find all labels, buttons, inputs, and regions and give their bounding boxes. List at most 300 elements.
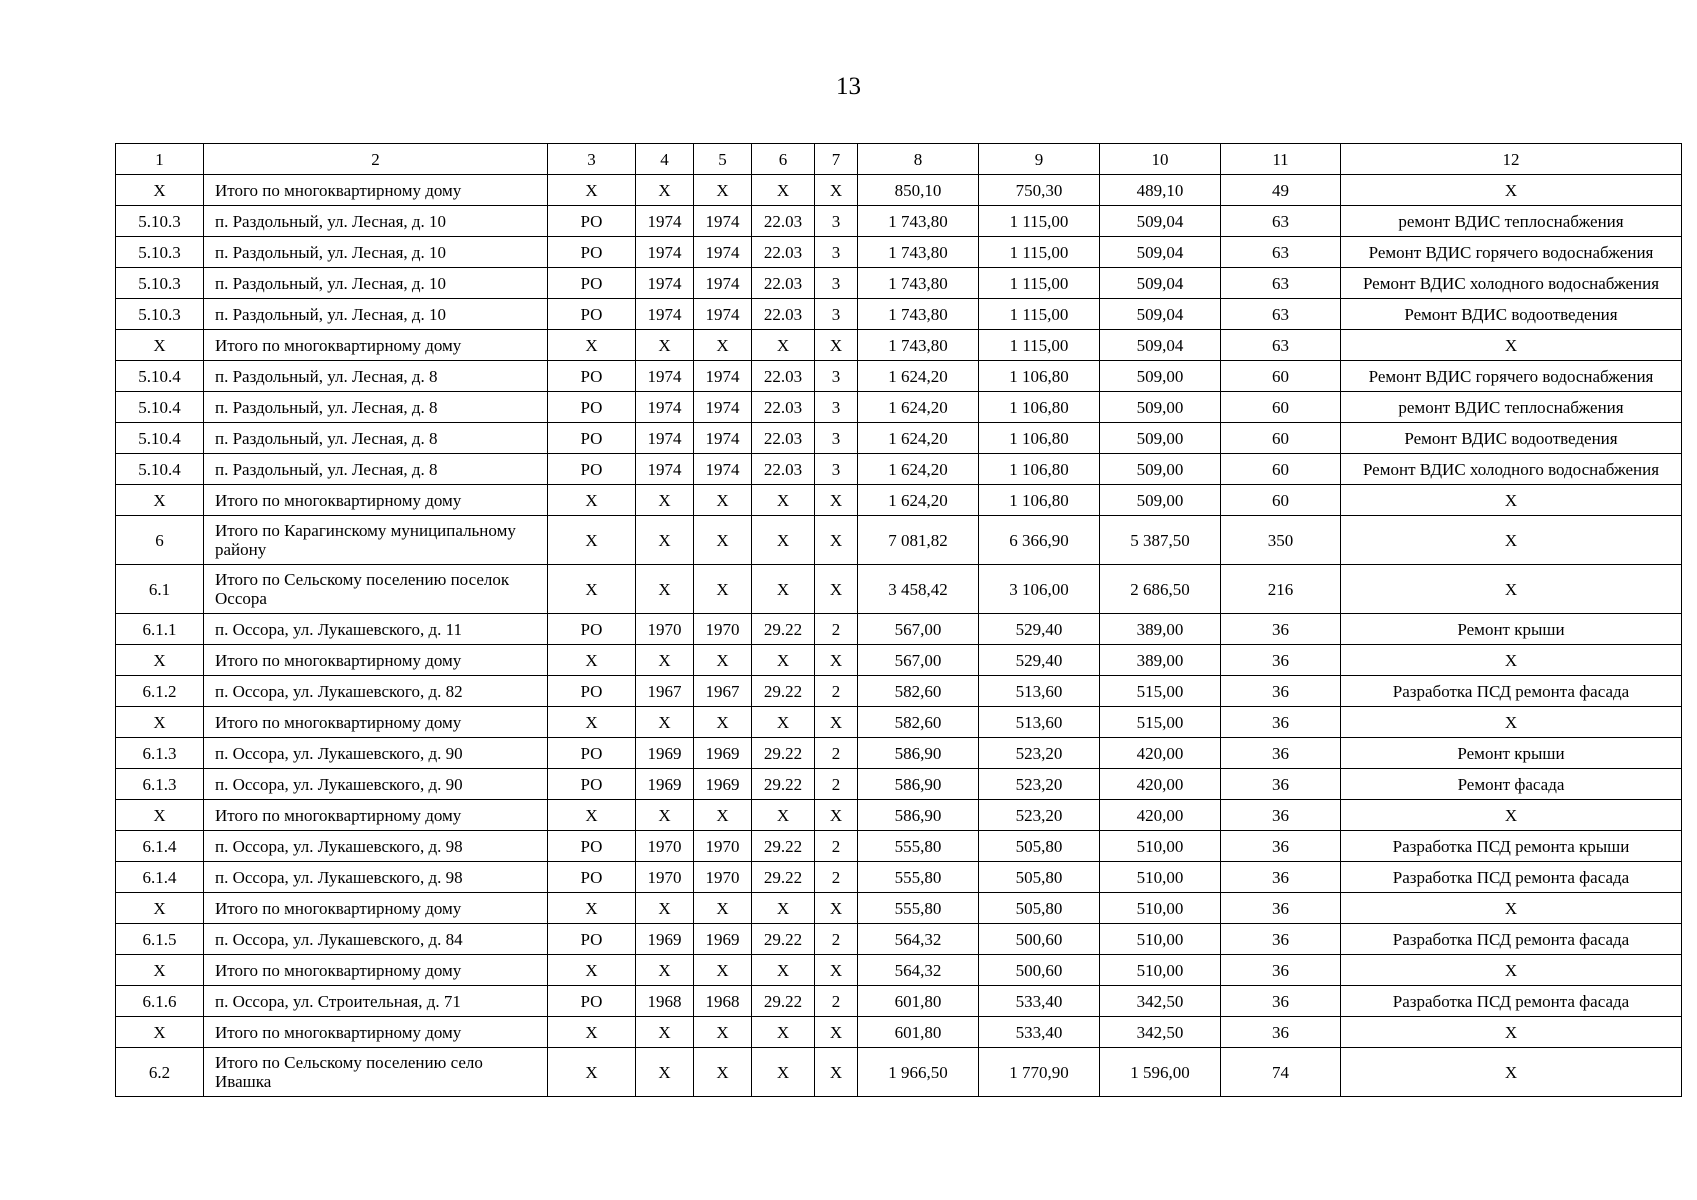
- total-area-cell: 601,80: [858, 1017, 979, 1048]
- residential-area-cell: 505,80: [979, 831, 1100, 862]
- wall-material-cell: 22.03: [752, 423, 815, 454]
- wall-material-cell: Х: [752, 175, 815, 206]
- work-type-cell: Разработка ПСД ремонта крыши: [1341, 831, 1682, 862]
- residents-cell: 60: [1221, 454, 1341, 485]
- floors-cell: 2: [815, 862, 858, 893]
- table-row: [116, 1048, 1682, 1097]
- method-cell: РО: [548, 268, 636, 299]
- row-number-cell: 6.1.3: [116, 769, 204, 800]
- overhaul-year-cell: Х: [694, 1017, 752, 1048]
- total-area-cell: 7 081,82: [858, 516, 979, 565]
- row-number-cell: 5.10.4: [116, 423, 204, 454]
- residents-cell: 36: [1221, 862, 1341, 893]
- cost-cell: 510,00: [1100, 862, 1221, 893]
- overhaul-year-cell: Х: [694, 516, 752, 565]
- row-number-cell: Х: [116, 893, 204, 924]
- address-cell: Итого по многоквартирному дому: [204, 1017, 548, 1048]
- commission-year-cell: Х: [636, 645, 694, 676]
- residents-cell: 36: [1221, 676, 1341, 707]
- table-row: [116, 986, 1682, 1017]
- residential-area-cell: 505,80: [979, 862, 1100, 893]
- total-area-cell: 1 624,20: [858, 454, 979, 485]
- method-cell: РО: [548, 769, 636, 800]
- residential-area-cell: 513,60: [979, 676, 1100, 707]
- table-row: [116, 175, 1682, 206]
- work-type-cell: Х: [1341, 893, 1682, 924]
- work-type-cell: Ремонт крыши: [1341, 738, 1682, 769]
- method-cell: Х: [548, 955, 636, 986]
- residential-area-cell: 533,40: [979, 986, 1100, 1017]
- method-cell: РО: [548, 676, 636, 707]
- table-row: [116, 924, 1682, 955]
- cost-cell: 509,04: [1100, 299, 1221, 330]
- floors-cell: Х: [815, 1048, 858, 1097]
- residential-area-cell: 1 770,90: [979, 1048, 1100, 1097]
- wall-material-cell: Х: [752, 1017, 815, 1048]
- floors-cell: 2: [815, 614, 858, 645]
- column-number: 8: [858, 144, 979, 175]
- floors-cell: Х: [815, 516, 858, 565]
- row-number-cell: Х: [116, 955, 204, 986]
- overhaul-year-cell: Х: [694, 565, 752, 614]
- overhaul-year-cell: Х: [694, 175, 752, 206]
- residential-area-cell: 523,20: [979, 800, 1100, 831]
- residential-area-cell: 529,40: [979, 614, 1100, 645]
- row-number-cell: 5.10.4: [116, 392, 204, 423]
- commission-year-cell: Х: [636, 516, 694, 565]
- commission-year-cell: Х: [636, 707, 694, 738]
- cost-cell: 509,00: [1100, 423, 1221, 454]
- overhaul-year-cell: Х: [694, 955, 752, 986]
- residents-cell: 63: [1221, 268, 1341, 299]
- residents-cell: 36: [1221, 893, 1341, 924]
- wall-material-cell: Х: [752, 485, 815, 516]
- table-row: [116, 831, 1682, 862]
- total-area-cell: 1 624,20: [858, 423, 979, 454]
- residential-area-cell: 1 106,80: [979, 454, 1100, 485]
- work-type-cell: Х: [1341, 516, 1682, 565]
- commission-year-cell: Х: [636, 1017, 694, 1048]
- method-cell: РО: [548, 237, 636, 268]
- wall-material-cell: 29.22: [752, 738, 815, 769]
- column-number: 4: [636, 144, 694, 175]
- table-row: [116, 330, 1682, 361]
- floors-cell: Х: [815, 645, 858, 676]
- row-number-cell: 5.10.4: [116, 454, 204, 485]
- address-cell: Итого по многоквартирному дому: [204, 645, 548, 676]
- wall-material-cell: Х: [752, 1048, 815, 1097]
- residents-cell: 36: [1221, 738, 1341, 769]
- work-type-cell: Разработка ПСД ремонта фасада: [1341, 924, 1682, 955]
- commission-year-cell: 1968: [636, 986, 694, 1017]
- cost-cell: 2 686,50: [1100, 565, 1221, 614]
- method-cell: Х: [548, 893, 636, 924]
- row-number-cell: 5.10.3: [116, 237, 204, 268]
- row-number-cell: 6.1.2: [116, 676, 204, 707]
- cost-cell: 342,50: [1100, 1017, 1221, 1048]
- wall-material-cell: Х: [752, 645, 815, 676]
- table-row: [116, 676, 1682, 707]
- residential-area-cell: 500,60: [979, 955, 1100, 986]
- address-cell: Итого по многоквартирному дому: [204, 893, 548, 924]
- row-number-cell: Х: [116, 330, 204, 361]
- floors-cell: 3: [815, 361, 858, 392]
- table-row: [116, 423, 1682, 454]
- cost-cell: 420,00: [1100, 738, 1221, 769]
- floors-cell: 2: [815, 676, 858, 707]
- commission-year-cell: 1970: [636, 831, 694, 862]
- commission-year-cell: 1974: [636, 423, 694, 454]
- floors-cell: Х: [815, 893, 858, 924]
- total-area-cell: 555,80: [858, 831, 979, 862]
- address-cell: п. Оссора, ул. Строительная, д. 71: [204, 986, 548, 1017]
- wall-material-cell: 22.03: [752, 361, 815, 392]
- work-type-cell: Х: [1341, 955, 1682, 986]
- work-type-cell: Х: [1341, 330, 1682, 361]
- commission-year-cell: Х: [636, 1048, 694, 1097]
- work-type-cell: Х: [1341, 175, 1682, 206]
- cost-cell: 509,00: [1100, 361, 1221, 392]
- floors-cell: 3: [815, 206, 858, 237]
- row-number-cell: 6.1: [116, 565, 204, 614]
- commission-year-cell: 1970: [636, 862, 694, 893]
- work-type-cell: Ремонт крыши: [1341, 614, 1682, 645]
- work-type-cell: Х: [1341, 565, 1682, 614]
- address-cell: Итого по многоквартирному дому: [204, 707, 548, 738]
- table-row: [116, 738, 1682, 769]
- table-row: [116, 392, 1682, 423]
- residents-cell: 36: [1221, 955, 1341, 986]
- address-cell: п. Оссора, ул. Лукашевского, д. 82: [204, 676, 548, 707]
- method-cell: РО: [548, 924, 636, 955]
- cost-cell: 389,00: [1100, 614, 1221, 645]
- overhaul-year-cell: Х: [694, 645, 752, 676]
- wall-material-cell: 29.22: [752, 924, 815, 955]
- residents-cell: 60: [1221, 423, 1341, 454]
- method-cell: РО: [548, 423, 636, 454]
- column-number: 7: [815, 144, 858, 175]
- work-type-cell: Ремонт ВДИС горячего водоснабжения: [1341, 237, 1682, 268]
- row-number-cell: Х: [116, 485, 204, 516]
- commission-year-cell: 1974: [636, 237, 694, 268]
- residents-cell: 74: [1221, 1048, 1341, 1097]
- cost-cell: 509,04: [1100, 237, 1221, 268]
- overhaul-year-cell: 1974: [694, 392, 752, 423]
- commission-year-cell: Х: [636, 485, 694, 516]
- total-area-cell: 586,90: [858, 800, 979, 831]
- residential-area-cell: 500,60: [979, 924, 1100, 955]
- floors-cell: 3: [815, 299, 858, 330]
- method-cell: РО: [548, 738, 636, 769]
- total-area-cell: 1 743,80: [858, 206, 979, 237]
- address-cell: п. Оссора, ул. Лукашевского, д. 11: [204, 614, 548, 645]
- work-type-cell: ремонт ВДИС теплоснабжения: [1341, 392, 1682, 423]
- cost-cell: 509,00: [1100, 454, 1221, 485]
- work-type-cell: Х: [1341, 707, 1682, 738]
- method-cell: Х: [548, 707, 636, 738]
- cost-cell: 509,00: [1100, 485, 1221, 516]
- residents-cell: 63: [1221, 330, 1341, 361]
- overhaul-year-cell: Х: [694, 485, 752, 516]
- residential-area-cell: 1 106,80: [979, 423, 1100, 454]
- overhaul-year-cell: Х: [694, 893, 752, 924]
- floors-cell: Х: [815, 1017, 858, 1048]
- residents-cell: 36: [1221, 614, 1341, 645]
- wall-material-cell: Х: [752, 955, 815, 986]
- commission-year-cell: Х: [636, 800, 694, 831]
- commission-year-cell: 1969: [636, 769, 694, 800]
- residents-cell: 36: [1221, 800, 1341, 831]
- column-number: 3: [548, 144, 636, 175]
- floors-cell: 3: [815, 237, 858, 268]
- cost-cell: 389,00: [1100, 645, 1221, 676]
- method-cell: Х: [548, 1048, 636, 1097]
- address-cell: п. Оссора, ул. Лукашевского, д. 90: [204, 769, 548, 800]
- row-number-cell: 6.1.4: [116, 831, 204, 862]
- floors-cell: 2: [815, 738, 858, 769]
- overhaul-year-cell: 1969: [694, 769, 752, 800]
- table-row: [116, 206, 1682, 237]
- table-row: [116, 1017, 1682, 1048]
- wall-material-cell: Х: [752, 707, 815, 738]
- residents-cell: 36: [1221, 924, 1341, 955]
- residents-cell: 63: [1221, 237, 1341, 268]
- floors-cell: Х: [815, 707, 858, 738]
- address-cell: п. Оссора, ул. Лукашевского, д. 98: [204, 862, 548, 893]
- work-type-cell: Ремонт фасада: [1341, 769, 1682, 800]
- column-number: 6: [752, 144, 815, 175]
- table-row: [116, 769, 1682, 800]
- wall-material-cell: 29.22: [752, 676, 815, 707]
- residents-cell: 36: [1221, 645, 1341, 676]
- address-cell: Итого по многоквартирному дому: [204, 955, 548, 986]
- capital-repair-table: [115, 143, 1682, 1097]
- wall-material-cell: Х: [752, 516, 815, 565]
- wall-material-cell: 22.03: [752, 392, 815, 423]
- total-area-cell: 1 624,20: [858, 392, 979, 423]
- method-cell: Х: [548, 330, 636, 361]
- cost-cell: 509,04: [1100, 330, 1221, 361]
- commission-year-cell: 1967: [636, 676, 694, 707]
- overhaul-year-cell: Х: [694, 1048, 752, 1097]
- table-row: [116, 955, 1682, 986]
- residents-cell: 60: [1221, 361, 1341, 392]
- address-cell: п. Оссора, ул. Лукашевского, д. 90: [204, 738, 548, 769]
- residential-area-cell: 1 115,00: [979, 237, 1100, 268]
- overhaul-year-cell: 1968: [694, 986, 752, 1017]
- residential-area-cell: 1 115,00: [979, 330, 1100, 361]
- row-number-cell: 5.10.4: [116, 361, 204, 392]
- wall-material-cell: 22.03: [752, 268, 815, 299]
- residential-area-cell: 523,20: [979, 769, 1100, 800]
- overhaul-year-cell: 1970: [694, 831, 752, 862]
- page-number: 13: [836, 73, 861, 100]
- work-type-cell: Разработка ПСД ремонта фасада: [1341, 676, 1682, 707]
- commission-year-cell: 1974: [636, 299, 694, 330]
- overhaul-year-cell: 1974: [694, 206, 752, 237]
- floors-cell: Х: [815, 955, 858, 986]
- address-cell: п. Раздольный, ул. Лесная, д. 8: [204, 454, 548, 485]
- cost-cell: 342,50: [1100, 986, 1221, 1017]
- floors-cell: 2: [815, 769, 858, 800]
- residents-cell: 36: [1221, 986, 1341, 1017]
- residential-area-cell: 6 366,90: [979, 516, 1100, 565]
- total-area-cell: 567,00: [858, 614, 979, 645]
- overhaul-year-cell: 1974: [694, 454, 752, 485]
- commission-year-cell: Х: [636, 330, 694, 361]
- work-type-cell: Х: [1341, 800, 1682, 831]
- method-cell: РО: [548, 206, 636, 237]
- work-type-cell: Разработка ПСД ремонта фасада: [1341, 862, 1682, 893]
- overhaul-year-cell: Х: [694, 330, 752, 361]
- cost-cell: 489,10: [1100, 175, 1221, 206]
- cost-cell: 1 596,00: [1100, 1048, 1221, 1097]
- cost-cell: 515,00: [1100, 707, 1221, 738]
- table-row: [116, 268, 1682, 299]
- column-number: 5: [694, 144, 752, 175]
- address-cell: п. Оссора, ул. Лукашевского, д. 98: [204, 831, 548, 862]
- wall-material-cell: 22.03: [752, 206, 815, 237]
- work-type-cell: Х: [1341, 645, 1682, 676]
- method-cell: Х: [548, 516, 636, 565]
- overhaul-year-cell: 1970: [694, 614, 752, 645]
- floors-cell: Х: [815, 330, 858, 361]
- total-area-cell: 567,00: [858, 645, 979, 676]
- method-cell: РО: [548, 614, 636, 645]
- table-row: [116, 237, 1682, 268]
- column-number: 2: [204, 144, 548, 175]
- floors-cell: Х: [815, 485, 858, 516]
- row-number-cell: 6.2: [116, 1048, 204, 1097]
- address-cell: п. Раздольный, ул. Лесная, д. 10: [204, 237, 548, 268]
- floors-cell: 3: [815, 454, 858, 485]
- total-area-cell: 555,80: [858, 893, 979, 924]
- overhaul-year-cell: 1969: [694, 924, 752, 955]
- cost-cell: 420,00: [1100, 769, 1221, 800]
- overhaul-year-cell: 1967: [694, 676, 752, 707]
- table-row: [116, 516, 1682, 565]
- total-area-cell: 1 624,20: [858, 485, 979, 516]
- total-area-cell: 601,80: [858, 986, 979, 1017]
- commission-year-cell: Х: [636, 955, 694, 986]
- address-cell: Итого по многоквартирному дому: [204, 175, 548, 206]
- column-number: 9: [979, 144, 1100, 175]
- commission-year-cell: 1970: [636, 614, 694, 645]
- address-cell: Итого по Сельскому поселению село Ивашка: [204, 1048, 548, 1097]
- total-area-cell: 1 743,80: [858, 237, 979, 268]
- table-row: [116, 454, 1682, 485]
- residents-cell: 49: [1221, 175, 1341, 206]
- residential-area-cell: 1 115,00: [979, 299, 1100, 330]
- cost-cell: 515,00: [1100, 676, 1221, 707]
- commission-year-cell: 1974: [636, 392, 694, 423]
- method-cell: Х: [548, 485, 636, 516]
- row-number-cell: Х: [116, 1017, 204, 1048]
- commission-year-cell: 1974: [636, 268, 694, 299]
- method-cell: Х: [548, 800, 636, 831]
- overhaul-year-cell: 1974: [694, 423, 752, 454]
- commission-year-cell: 1974: [636, 361, 694, 392]
- row-number-cell: 6.1.3: [116, 738, 204, 769]
- column-number: 10: [1100, 144, 1221, 175]
- table-row: [116, 893, 1682, 924]
- address-cell: Итого по Сельскому поселению поселок Оссора: [204, 565, 548, 614]
- residential-area-cell: 1 115,00: [979, 206, 1100, 237]
- overhaul-year-cell: 1974: [694, 361, 752, 392]
- table-row: [116, 485, 1682, 516]
- wall-material-cell: 22.03: [752, 237, 815, 268]
- work-type-cell: Ремонт ВДИС горячего водоснабжения: [1341, 361, 1682, 392]
- residential-area-cell: 1 106,80: [979, 485, 1100, 516]
- overhaul-year-cell: Х: [694, 800, 752, 831]
- floors-cell: Х: [815, 800, 858, 831]
- table-row: [116, 614, 1682, 645]
- wall-material-cell: Х: [752, 893, 815, 924]
- row-number-cell: 5.10.3: [116, 206, 204, 237]
- table-row: [116, 707, 1682, 738]
- residents-cell: 60: [1221, 485, 1341, 516]
- wall-material-cell: 29.22: [752, 769, 815, 800]
- overhaul-year-cell: 1974: [694, 268, 752, 299]
- method-cell: Х: [548, 1017, 636, 1048]
- total-area-cell: 1 624,20: [858, 361, 979, 392]
- overhaul-year-cell: Х: [694, 707, 752, 738]
- residential-area-cell: 1 106,80: [979, 392, 1100, 423]
- commission-year-cell: 1974: [636, 206, 694, 237]
- table-row: [116, 862, 1682, 893]
- work-type-cell: ремонт ВДИС теплоснабжения: [1341, 206, 1682, 237]
- method-cell: РО: [548, 862, 636, 893]
- wall-material-cell: Х: [752, 330, 815, 361]
- method-cell: РО: [548, 361, 636, 392]
- cost-cell: 420,00: [1100, 800, 1221, 831]
- residents-cell: 60: [1221, 392, 1341, 423]
- table-row: [116, 565, 1682, 614]
- residential-area-cell: 533,40: [979, 1017, 1100, 1048]
- work-type-cell: Разработка ПСД ремонта фасада: [1341, 986, 1682, 1017]
- wall-material-cell: 29.22: [752, 986, 815, 1017]
- floors-cell: 3: [815, 392, 858, 423]
- wall-material-cell: Х: [752, 800, 815, 831]
- residents-cell: 36: [1221, 769, 1341, 800]
- address-cell: п. Раздольный, ул. Лесная, д. 8: [204, 423, 548, 454]
- row-number-cell: Х: [116, 707, 204, 738]
- residential-area-cell: 505,80: [979, 893, 1100, 924]
- column-number: 1: [116, 144, 204, 175]
- row-number-cell: 6.1.1: [116, 614, 204, 645]
- residents-cell: 36: [1221, 831, 1341, 862]
- total-area-cell: 3 458,42: [858, 565, 979, 614]
- cost-cell: 509,04: [1100, 206, 1221, 237]
- commission-year-cell: Х: [636, 565, 694, 614]
- address-cell: п. Раздольный, ул. Лесная, д. 10: [204, 206, 548, 237]
- row-number-cell: 6.1.4: [116, 862, 204, 893]
- total-area-cell: 1 966,50: [858, 1048, 979, 1097]
- table-row: [116, 800, 1682, 831]
- overhaul-year-cell: 1969: [694, 738, 752, 769]
- address-cell: п. Раздольный, ул. Лесная, д. 8: [204, 392, 548, 423]
- total-area-cell: 564,32: [858, 924, 979, 955]
- work-type-cell: Ремонт ВДИС водоотведения: [1341, 423, 1682, 454]
- method-cell: РО: [548, 986, 636, 1017]
- method-cell: Х: [548, 175, 636, 206]
- row-number-cell: Х: [116, 175, 204, 206]
- address-cell: Итого по Карагинскому муниципальному району: [204, 516, 548, 565]
- total-area-cell: 850,10: [858, 175, 979, 206]
- cost-cell: 5 387,50: [1100, 516, 1221, 565]
- total-area-cell: 1 743,80: [858, 299, 979, 330]
- row-number-cell: Х: [116, 800, 204, 831]
